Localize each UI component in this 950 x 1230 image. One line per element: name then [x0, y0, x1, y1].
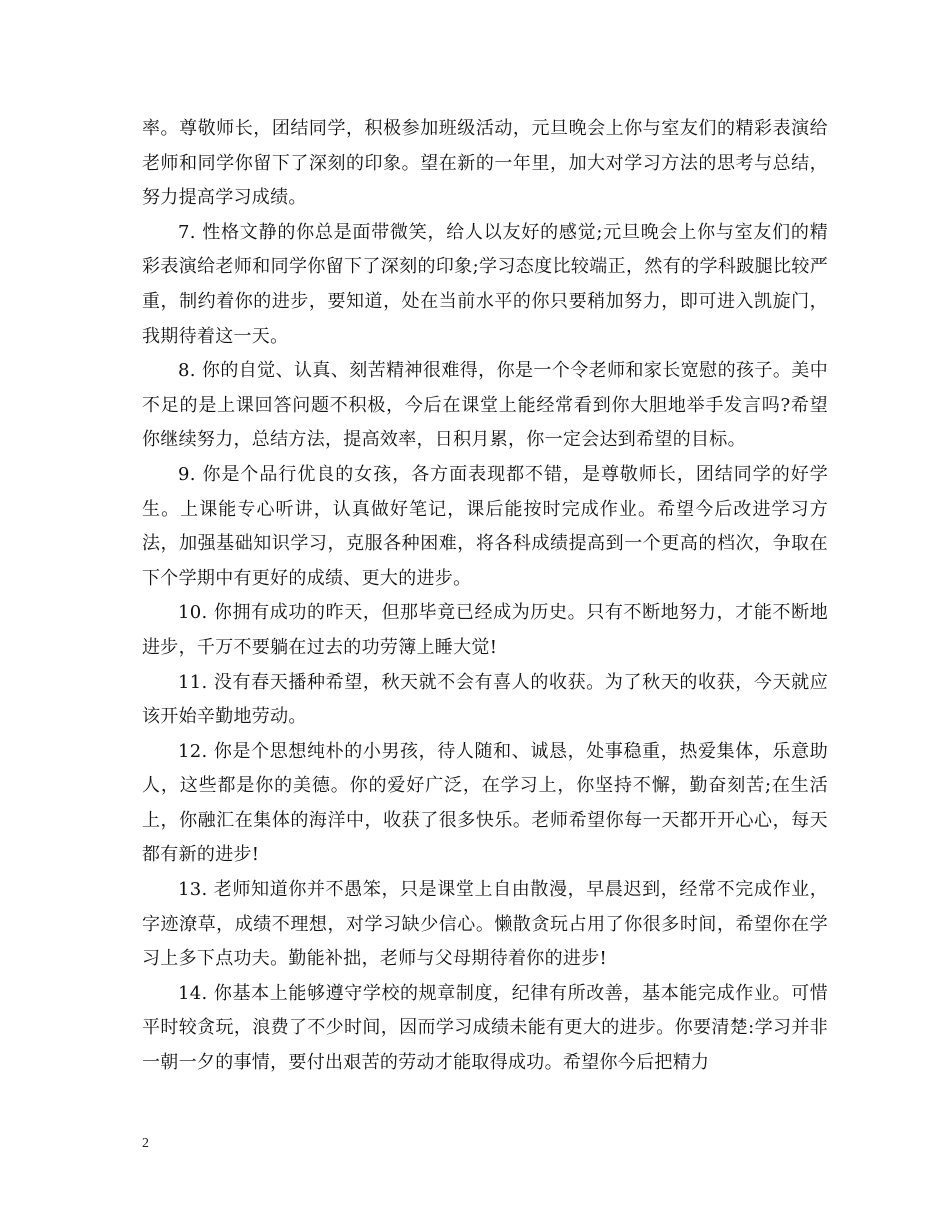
paragraph-item-10: 10. 你拥有成功的昨天，但那毕竟已经成为历史。只有不断地努力，才能不断地进步，千万不要躺在过去的功劳簿上睡大觉! [142, 602, 828, 658]
paragraph-item-11: 11. 没有春天播种希望，秋天就不会有喜人的收获。为了秋天的收获，今天就应该开始辛勤地劳动。 [142, 671, 828, 728]
page-number: 2 [142, 1136, 149, 1151]
paragraph-item-7: 7. 性格文静的你总是面带微笑，给人以友好的感觉;元旦晚会上你与室友们的精彩表演给老师和同学你留下了深刻的印象;学习态度比较端正，然有的学科跛腿比较严重，制约着你的进步，要知道，处在当前水平的你只要稍加努力，即可进入凯旋门，我期待着这一天。 [142, 221, 828, 347]
paragraph-item-9: 9. 你是个品行优良的女孩，各方面表现都不错，是尊敬师长，团结同学的好学生。上课能专心听讲，认真做好笔记，课后能按时完成作业。希望今后改进学习方法，加强基础知识学习，克服各种困难，将各科成绩提高到一个更高的档次，争取在下个学期中有更好的成绩、更大的进步。 [142, 463, 828, 589]
paragraph-item-12: 12. 你是个思想纯朴的小男孩，待人随和、诚恳，处事稳重，热爱集体，乐意助人，这些都是你的美德。你的爱好广泛，在学习上，你坚持不懈，勤奋刻苦;在生活上，你融汇在集体的海洋中，收获了很多快乐。老师希望你每一天都开开心心，每天都有新的进步! [142, 740, 828, 866]
document-body [142, 112, 828, 1081]
paragraph-item-13: 13. 老师知道你并不愚笨，只是课堂上自由散漫，早晨迟到，经常不完成作业，字迹潦草，成绩不理想，对学习缺少信心。懒散贪玩占用了你很多时间，希望你在学习上多下点功夫。勤能补拙，老师与父母期待着你的进步! [142, 879, 828, 970]
paragraph-item-14: 14. 你基本上能够遵守学校的规章制度，纪律有所改善，基本能完成作业。可惜平时较贪玩，浪费了不少时间，因而学习成绩未能有更大的进步。你要清楚:学习并非一朝一夕的事情，要付出艰苦的劳动才能取得成功。希望你今后把精力 [142, 982, 828, 1074]
paragraph-continuation: 率。尊敬师长，团结同学，积极参加班级活动，元旦晚会上你与室友们的精彩表演给老师和同学你留下了深刻的印象。望在新的一年里，加大对学习方法的思考与总结，努力提高学习成绩。 [142, 118, 828, 209]
paragraph-item-8: 8. 你的自觉、认真、刻苦精神很难得，你是一个令老师和家长宽慰的孩子。美中不足的是上课回答问题不积极，今后在课堂上能经常看到你大胆地举手发言吗?希望你继续努力，总结方法，提高效率，日积月累，你一定会达到希望的目标。 [142, 360, 828, 451]
